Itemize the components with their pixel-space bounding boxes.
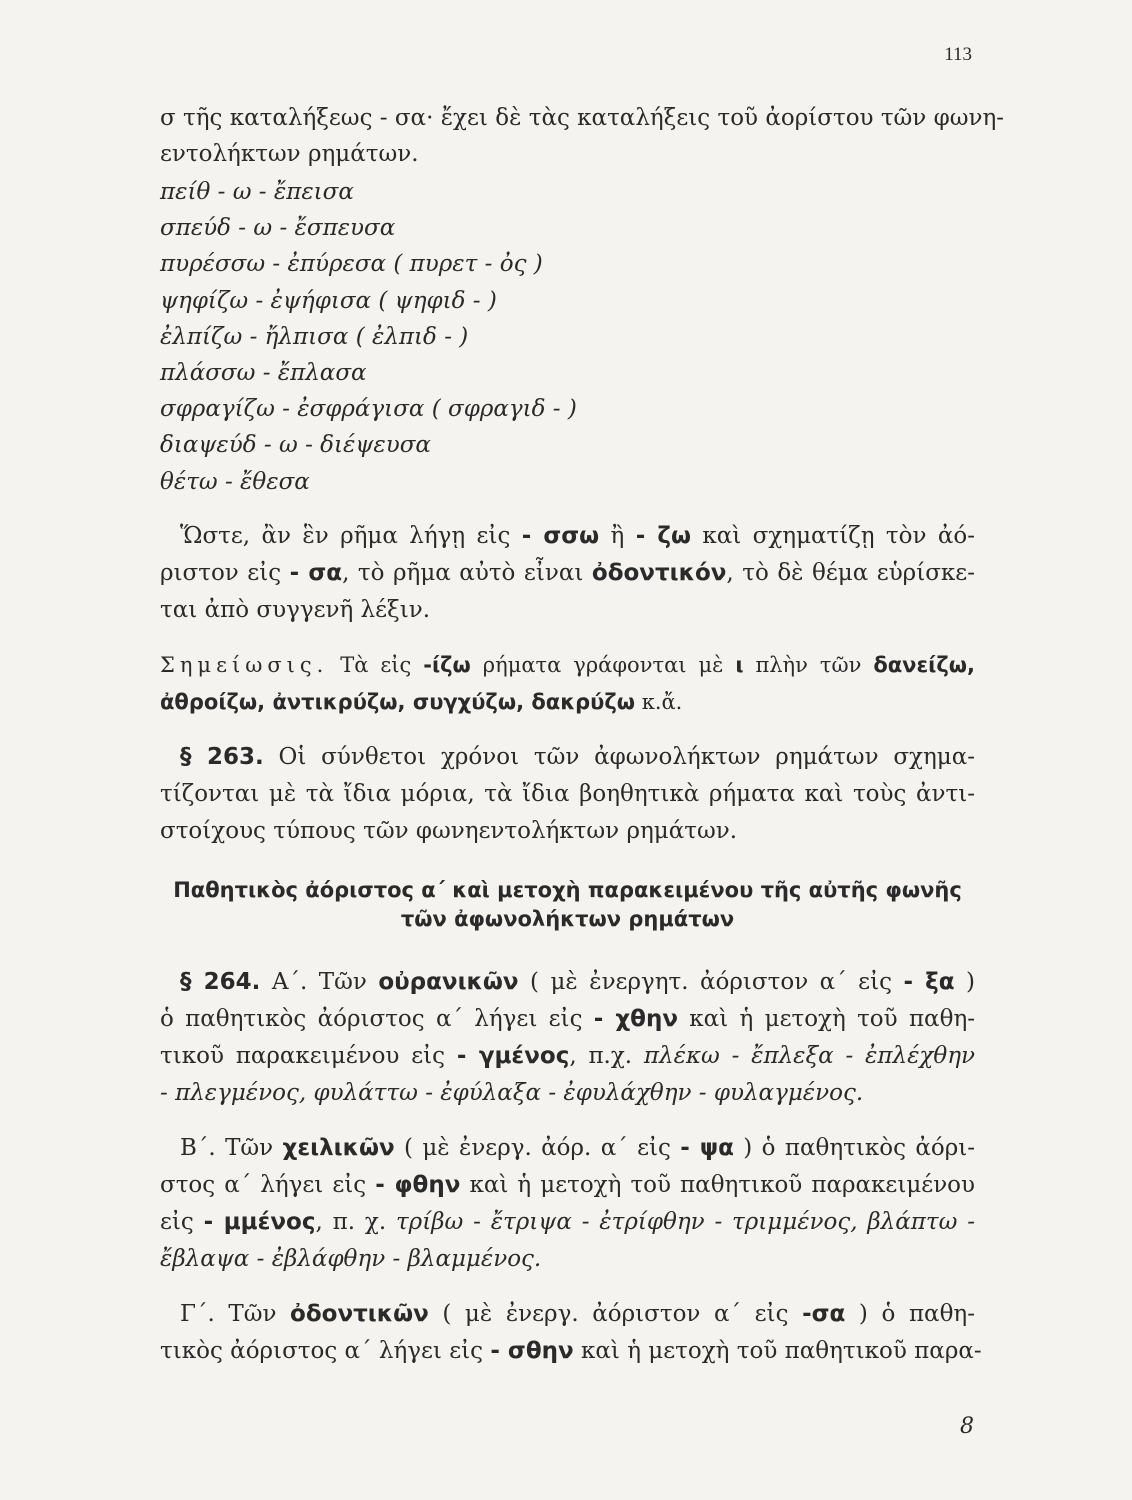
text-line: ἀθροίζω, ἀντικρύζω, συγχύζω, δακρύζω κ.ἄ. <box>160 689 683 714</box>
section-number: § 264. <box>180 968 261 995</box>
example-item: πλάσσω - ἔπλασα <box>160 360 367 387</box>
example-item: πυρέσσω - ἐπύρεσα ( πυρετ - ὀς ) <box>160 251 543 278</box>
page-number: 113 <box>944 44 972 65</box>
section-263 <box>160 739 975 850</box>
text-line: εἰς - μμένος, π. χ. τρίβω - ἔτριψα - ἐτρίφθην - τριμμένος, βλάπτω - <box>160 1208 975 1235</box>
section-heading <box>160 876 975 934</box>
text-line: ριστον εἰς - σα, τὸ ρῆμα αὐτὸ εἶναι ὀδοντικόν, τὸ δὲ θέμα εὑρίσκε- <box>160 559 975 586</box>
text-line: τίζονται μὲ τὰ ἴδια μόρια, τὰ ἴδια βοηθητικὰ ρήματα καὶ τοὺς ἀντι- <box>160 780 975 807</box>
example-item: πείθ - ω - ἔπεισα <box>160 179 354 205</box>
text-line: ἔβλαψα - ἐβλάφθην - βλαμμένος. <box>160 1245 542 1272</box>
text-line: - πλεγμένος, φυλάττω - ἐφύλαξα - ἐφυλάχθην - φυλαγμένος. <box>160 1079 864 1106</box>
text-line: τικὸς ἀόριστος α΄ λήγει εἰς - σθην καὶ ἡ μετοχὴ τοῦ παθητικοῦ παρα- <box>160 1337 982 1364</box>
text-line: § 264. Α΄. Τῶν οὐρανικῶν ( μὲ ἐνεργητ. ἀόριστον α΄ εἰς - ξα ) <box>180 968 975 995</box>
heading-line: τῶν ἀφωνολήκτων ρημάτων <box>400 906 735 931</box>
intro-paragraph <box>160 100 1004 172</box>
text-line: § 263. Οἱ σύνθετοι χρόνοι τῶν ἀφωνολήκτων ρημάτων σχημα- <box>180 743 975 770</box>
text-line: τικοῦ παρακειμένου εἰς - γμένος, π.χ. πλέκω - ἔπλεξα - ἐπλέχθην <box>160 1042 975 1069</box>
heading-line: Παθητικὸς ἀόριστος α΄ καὶ μετοχὴ παρακειμένου τῆς αὐτῆς φωνῆς <box>173 877 962 902</box>
note-label: Σημείωσις. <box>160 652 329 677</box>
example-item: ψηφίζω - ἐψήφισα ( ψηφιδ - ) <box>160 287 497 314</box>
section-number: § 263. <box>180 743 264 770</box>
rule-paragraph <box>160 518 975 629</box>
text-line: ὁ παθητικὸς ἀόριστος α΄ λήγει εἰς - χθην καὶ ἡ μετοχὴ τοῦ παθη- <box>160 1005 975 1032</box>
example-item: ἐλπίζω - ἤλπισα ( ἐλπιδ - ) <box>160 323 469 350</box>
text-line: στοίχους τύπους τῶν φωνηεντολήκτων ρημάτων. <box>160 817 738 844</box>
example-item: διαψεύδ - ω - διέψευσα <box>160 432 431 459</box>
example-item: σπεύδ - ω - ἔσπευσα <box>160 215 396 242</box>
example-item: σφραγίζω - ἐσφράγισα ( σφραγιδ - ) <box>160 396 577 423</box>
example-item: θέτω - ἔθεσα <box>160 468 310 495</box>
text-line: Γ΄. Τῶν ὀδοντικῶν ( μὲ ἐνεργ. ἀόριστον α΄ εἰς -σα ) ὁ παθη- <box>180 1300 975 1327</box>
text-line: Β΄. Τῶν χειλικῶν ( μὲ ἐνεργ. ἀόρ. α΄ εἰς - ψα ) ὁ παθητικὸς ἀόρι- <box>180 1134 976 1161</box>
text-line: στος α΄ λήγει εἰς - φθην καὶ ἡ μετοχὴ τοῦ παθητικοῦ παρακειμένου <box>160 1171 976 1198</box>
text-line: ται ἀπὸ συγγενῆ λέξιν. <box>160 596 431 623</box>
text-line: Ὥστε, ἂν ἓν ρῆμα λήγῃ εἰς - σσω ἢ - ζω καὶ σχηματίζῃ τὸν ἀό- <box>180 522 976 549</box>
section-264 <box>160 964 975 1112</box>
example-list <box>160 174 975 500</box>
page-body <box>160 100 1004 1370</box>
text-line: σ τῆς καταλήξεως - σα· ἔχει δὲ τὰς καταλήξεις τοῦ ἀορίστου τῶν φωνη- <box>160 105 1004 131</box>
note-paragraph <box>160 647 975 721</box>
signature-mark: 8 <box>960 1414 974 1439</box>
text-line: Σημείωσις. Τὰ εἰς -ίζω ρήματα γράφονται μὲ ι πλὴν τῶν δανείζω, <box>160 652 975 677</box>
section-264-b <box>160 1130 975 1278</box>
section-264-c <box>160 1296 982 1370</box>
text-line: εντολήκτων ρημάτων. <box>160 141 419 167</box>
